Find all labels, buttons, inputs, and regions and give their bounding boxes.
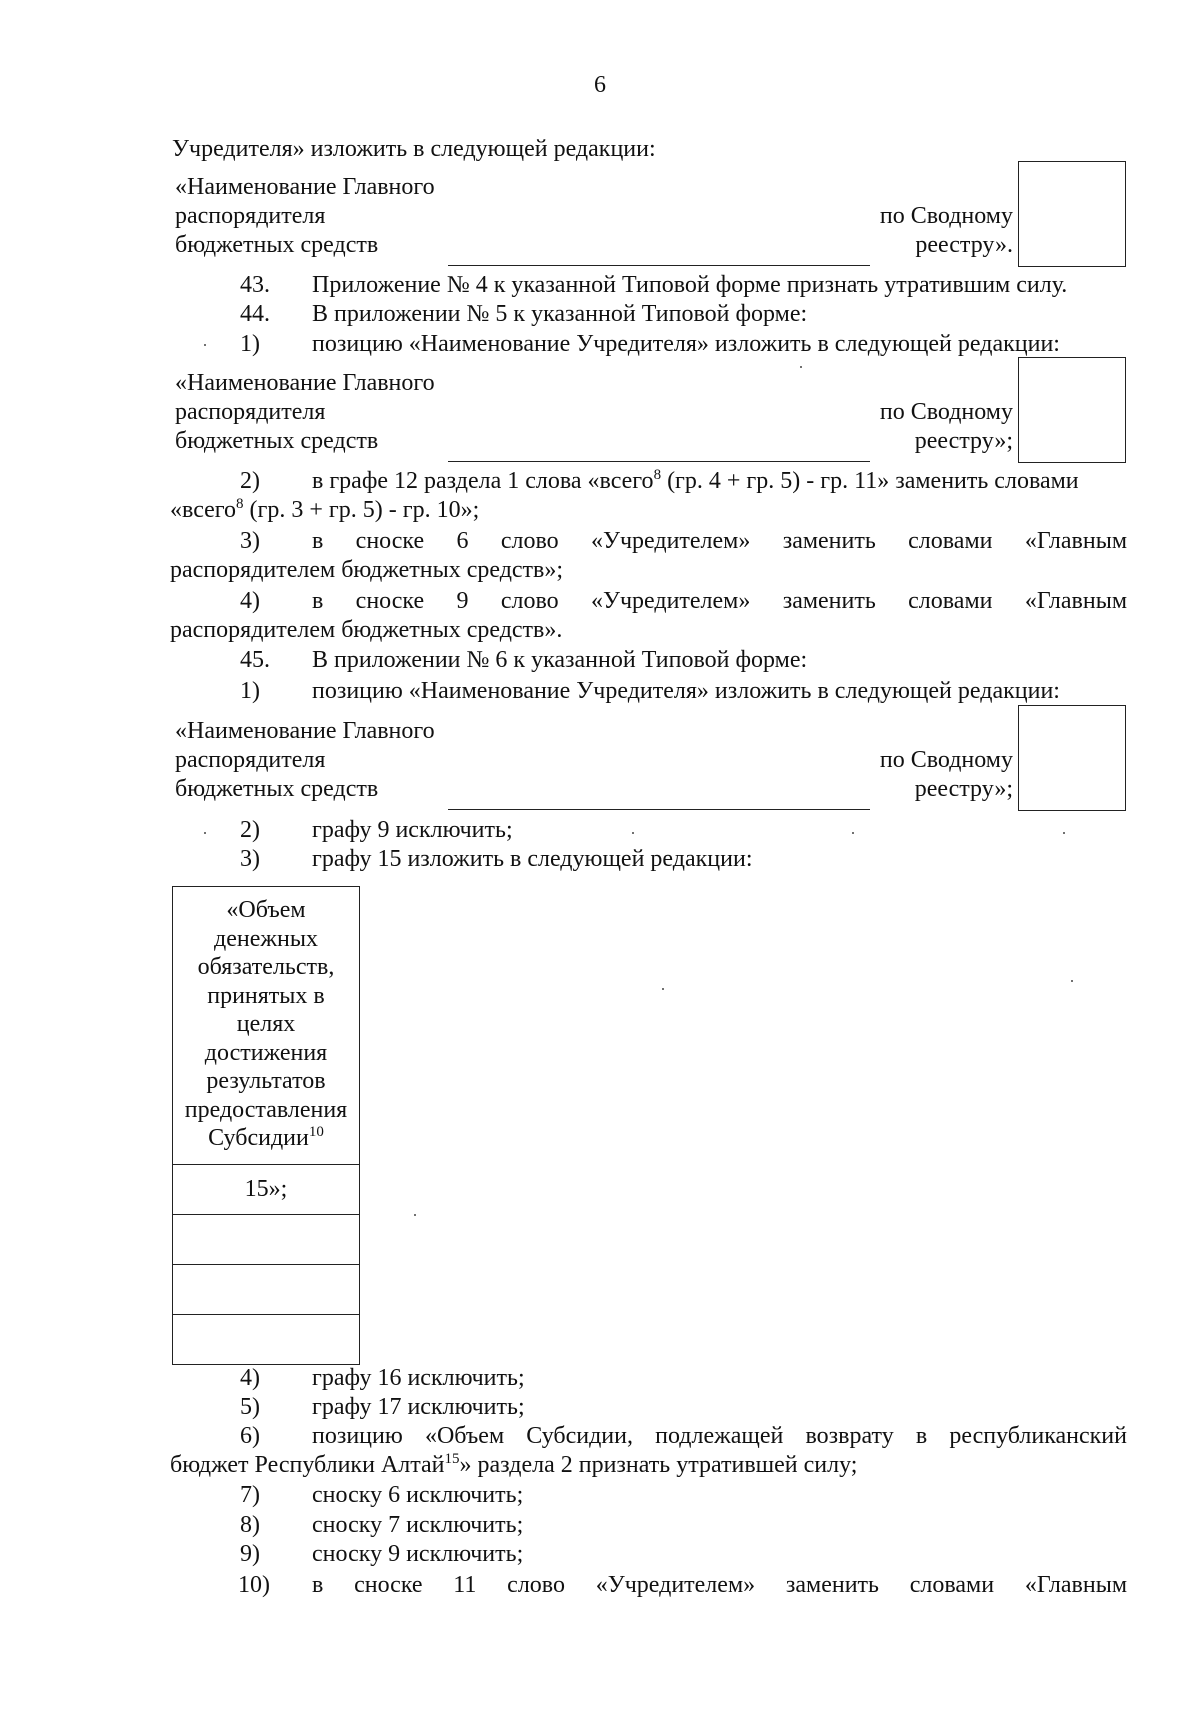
scan-speck (414, 1214, 416, 1216)
item-45-1-number: 1) (240, 678, 260, 704)
form-underline (448, 265, 870, 266)
item-45-8-number: 8) (240, 1512, 260, 1538)
item-43-number: 43. (240, 272, 270, 298)
item-45-text: В приложении № 6 к указанной Типовой форме: (312, 647, 808, 673)
item-45-3-text: графу 15 изложить в следующей редакции: (312, 846, 753, 872)
item-44-1-text: позицию «Наименование Учредителя» изложить в следующей редакции: (312, 331, 1060, 357)
header-line: целях (236, 1011, 296, 1037)
header-line: результатов (206, 1068, 326, 1094)
form-underline (448, 809, 870, 810)
scan-speck (632, 832, 634, 834)
column-15-header (173, 887, 359, 1165)
registry-code-box (1018, 357, 1126, 463)
item-45-1-text: позицию «Наименование Учредителя» изложить в следующей редакции: (312, 678, 1060, 704)
form-registry-line2: реестру»; (914, 776, 1013, 802)
item-45-4-number: 4) (240, 1365, 260, 1391)
scan-speck (852, 832, 854, 834)
header-line: Субсидии$^{10}$ (208, 1124, 324, 1151)
scan-speck (662, 988, 664, 990)
form-registry-line1: по Сводному (879, 399, 1013, 425)
column-15-table (172, 886, 360, 1365)
item-44-3-number: 3) (240, 528, 260, 554)
item-45-6-text: позицию «Объем Субсидии, подлежащей возврату в республиканский (312, 1423, 1127, 1449)
item-44-1-number: 1) (240, 331, 260, 357)
scan-speck (800, 366, 802, 368)
item-45-2-text: графу 9 исключить; (312, 817, 513, 843)
form-label-line1: «Наименование Главного (175, 174, 435, 200)
form-label-line2: распорядителя (175, 399, 326, 425)
item-44-2-text: в графе 12 раздела 1 слова «всего$^8$ (гр. 4 + гр. 5) - гр. 11» заменить словами (312, 467, 1079, 494)
form-label-line3: бюджетных средств (175, 776, 379, 802)
form-underline (448, 461, 870, 462)
item-45-2-number: 2) (240, 817, 260, 843)
table-row (173, 1315, 359, 1364)
item-44-2-number: 2) (240, 468, 260, 494)
scan-speck (1063, 832, 1065, 834)
intro-line: Учредителя» изложить в следующей редакции: (172, 136, 656, 162)
item-44-text: В приложении № 5 к указанной Типовой форме: (312, 301, 808, 327)
header-line: предоставления (184, 1096, 348, 1123)
table-row (173, 1265, 359, 1315)
item-45-3-number: 3) (240, 846, 260, 872)
page-number: 6 (594, 72, 606, 98)
item-44-number: 44. (240, 301, 270, 327)
form-registry-line1: по Сводному (879, 203, 1013, 229)
item-45-5-text: графу 17 исключить; (312, 1394, 525, 1420)
item-45-number: 45. (240, 647, 270, 673)
item-44-3-text: в сноске 6 слово «Учредителем» заменить словами «Главным (312, 528, 1127, 554)
item-44-4-text: в сноске 9 слово «Учредителем» заменить словами «Главным (312, 588, 1127, 614)
scan-speck (1071, 980, 1073, 982)
registry-code-box (1018, 705, 1126, 811)
item-45-10-number: 10) (238, 1572, 270, 1598)
form-label-line3: бюджетных средств (175, 232, 379, 258)
item-45-5-number: 5) (240, 1394, 260, 1420)
item-43-text: Приложение № 4 к указанной Типовой форме признать утратившим силу. (312, 272, 1068, 298)
item-45-10-text: в сноске 11 слово «Учредителем» заменить словами «Главным (312, 1572, 1127, 1598)
item-44-3-continuation: распорядителем бюджетных средств»; (170, 557, 564, 583)
form-registry-line2: реестру». (915, 232, 1013, 258)
form-label-line3: бюджетных средств (175, 428, 379, 454)
item-44-4-number: 4) (240, 588, 260, 614)
item-45-9-number: 9) (240, 1541, 260, 1567)
header-line: обязательств, (197, 954, 335, 980)
item-44-2-continuation: «всего$^8$ (гр. 3 + гр. 5) - гр. 10»; (170, 496, 480, 523)
form-label-line1: «Наименование Главного (175, 370, 435, 396)
item-45-6-number: 6) (240, 1423, 260, 1449)
item-45-8-text: сноску 7 исключить; (312, 1512, 524, 1538)
header-line: принятых в (207, 982, 325, 1009)
form-registry-line2: реестру»; (914, 428, 1013, 454)
header-line: достижения (204, 1039, 328, 1066)
form-label-line1: «Наименование Главного (175, 718, 435, 744)
form-label-line2: распорядителя (175, 747, 326, 773)
scan-speck (204, 344, 206, 346)
registry-code-box (1018, 161, 1126, 267)
item-45-6-continuation: бюджет Республики Алтай$^{15}$» раздела 2 признать утратившей силу; (170, 1451, 858, 1478)
item-45-7-number: 7) (240, 1482, 260, 1508)
item-45-7-text: сноску 6 исключить; (312, 1482, 524, 1508)
form-label-line2: распорядителя (175, 203, 326, 229)
form-registry-line1: по Сводному (879, 747, 1013, 773)
item-44-4-continuation: распорядителем бюджетных средств». (170, 617, 563, 643)
column-number-row: 15»; (173, 1165, 359, 1215)
table-row (173, 1215, 359, 1265)
item-45-4-text: графу 16 исключить; (312, 1365, 525, 1391)
scan-speck (204, 832, 206, 834)
header-line: «Объем (226, 897, 306, 923)
item-45-9-text: сноску 9 исключить; (312, 1541, 524, 1567)
header-line: денежных (214, 925, 318, 952)
